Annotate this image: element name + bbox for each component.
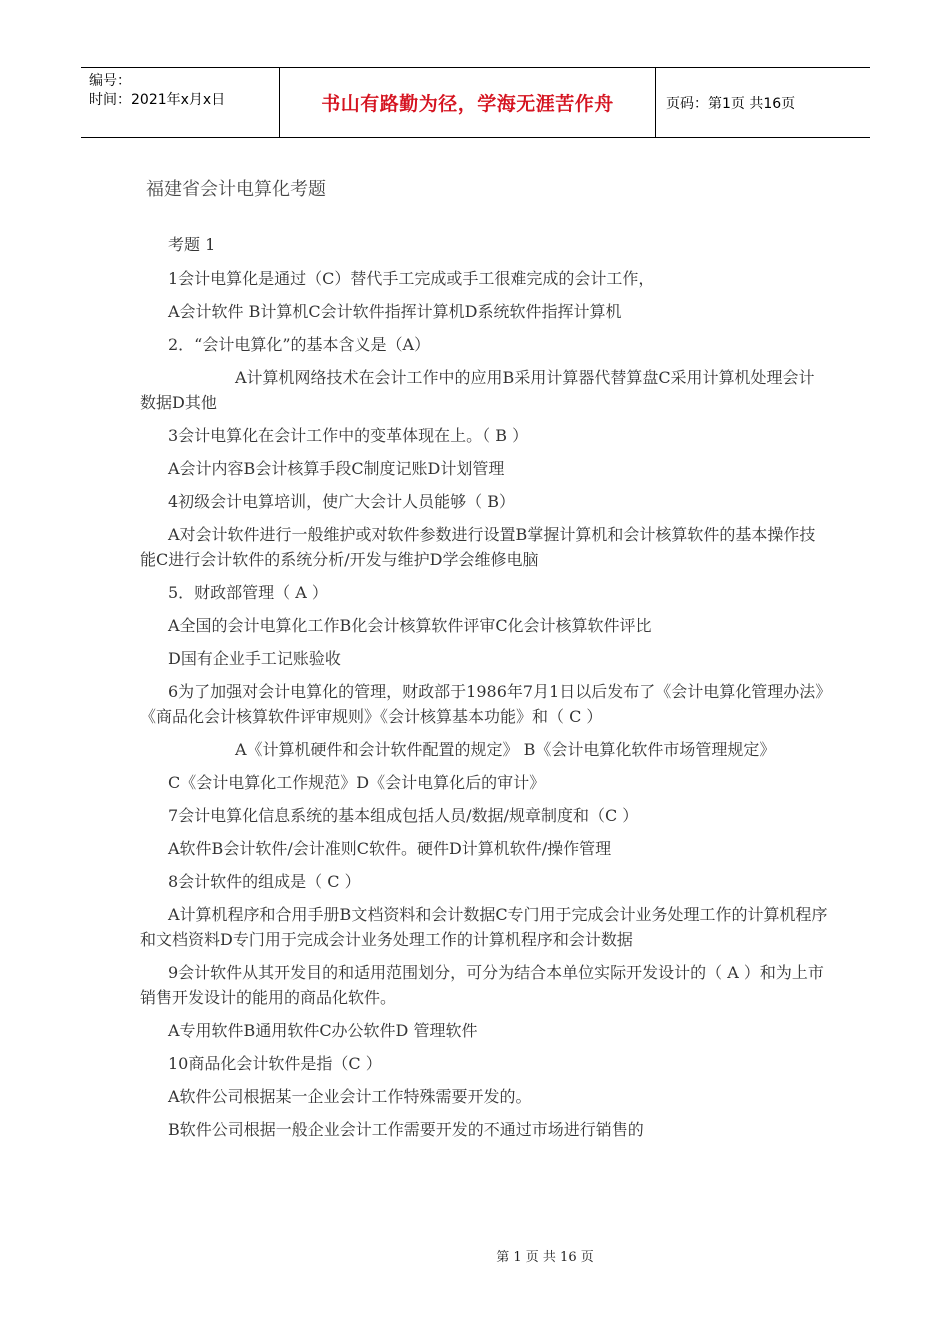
footer-page-number: 第 1 页 共 16 页 [496,1250,594,1265]
section-heading: 考题 1 [168,235,216,254]
header-page-info: 页码：第1页 共16页 [666,95,796,112]
paragraph: 7会计电算化信息系统的基本组成包括人员/数据/规章制度和（C ） [168,806,639,825]
paragraph: A对会计软件进行一般维护或对软件参数进行设置B掌握计算机和会计核算软件的基本操作技能C进行会计软件的系统分析/开发与维护D学会维修电脑 [140,525,816,569]
paragraph: A计算机程序和合用手册B文档资料和会计数据C专门用于完成会计业务处理工作的计算机程序和文档资料D专门用于完成会计业务处理工作的计算机程序和会计数据 [140,905,828,949]
paragraph: 9会计软件从其开发目的和适用范围划分，可分为结合本单位实际开发设计的（ A ）和为上市销售开发设计的能用的商品化软件。 [140,963,824,1007]
date-label: 时间：2021年x月x日 [89,92,226,108]
paragraph: A全国的会计电算化工作B化会计核算软件评审C化会计核算软件评比 [168,616,652,635]
paragraph: A软件公司根据某一企业会计工作特殊需要开发的。 [168,1087,532,1106]
paragraph: A会计软件 B计算机C会计软件指挥计算机D系统软件指挥计算机 [168,302,622,321]
paragraph: B软件公司根据一般企业会计工作需要开发的不通过市场进行销售的 [168,1120,644,1139]
paragraph: D国有企业手工记账验收 [168,649,341,668]
number-label: 编号： [89,73,131,89]
paragraph: A计算机网络技术在会计工作中的应用B采用计算器代替算盘C采用计算机处理会计数据D其他 [140,368,815,412]
paragraph: 2．“会计电算化”的基本含义是（A） [168,335,431,354]
page-footer [0,1246,950,1265]
header-table [81,67,870,138]
paragraph: 3会计电算化在会计工作中的变革体现在上。（ B ） [168,426,529,445]
paragraph: 10商品化会计软件是指（C ） [168,1054,382,1073]
header-motto: 书山有路勤为径，学海无涯苦作舟 [280,68,656,137]
paragraph: 4初级会计电算培训，使广大会计人员能够（ B） [168,492,516,511]
paragraph: A《计算机硬件和会计软件配置的规定》 B《会计电算化软件市场管理规定》 [235,740,776,759]
paragraph: A软件B会计软件/会计准则C软件。硬件D计算机软件/操作管理 [168,839,612,858]
document-title: 福建省会计电算化考题 [146,179,326,200]
document-body [140,232,830,1150]
paragraph: C《会计电算化工作规范》D《会计电算化后的审计》 [168,773,546,792]
paragraph: A会计内容B会计核算手段C制度记账D计划管理 [168,459,505,478]
paragraph: 5．财政部管理（ A ） [168,583,328,602]
header-info-cell [81,68,280,137]
paragraph: 6为了加强对会计电算化的管理，财政部于1986年7月1日以后发布了《会计电算化管理办法》《商品化会计核算软件评审规则》《会计核算基本功能》和（ C ） [140,682,824,726]
paragraph: 1会计电算化是通过（C）替代手工完成或手工很难完成的会计工作， [168,269,655,288]
paragraph: A专用软件B通用软件C办公软件D 管理软件 [168,1021,478,1040]
paragraph: 8会计软件的组成是（ C ） [168,872,361,891]
